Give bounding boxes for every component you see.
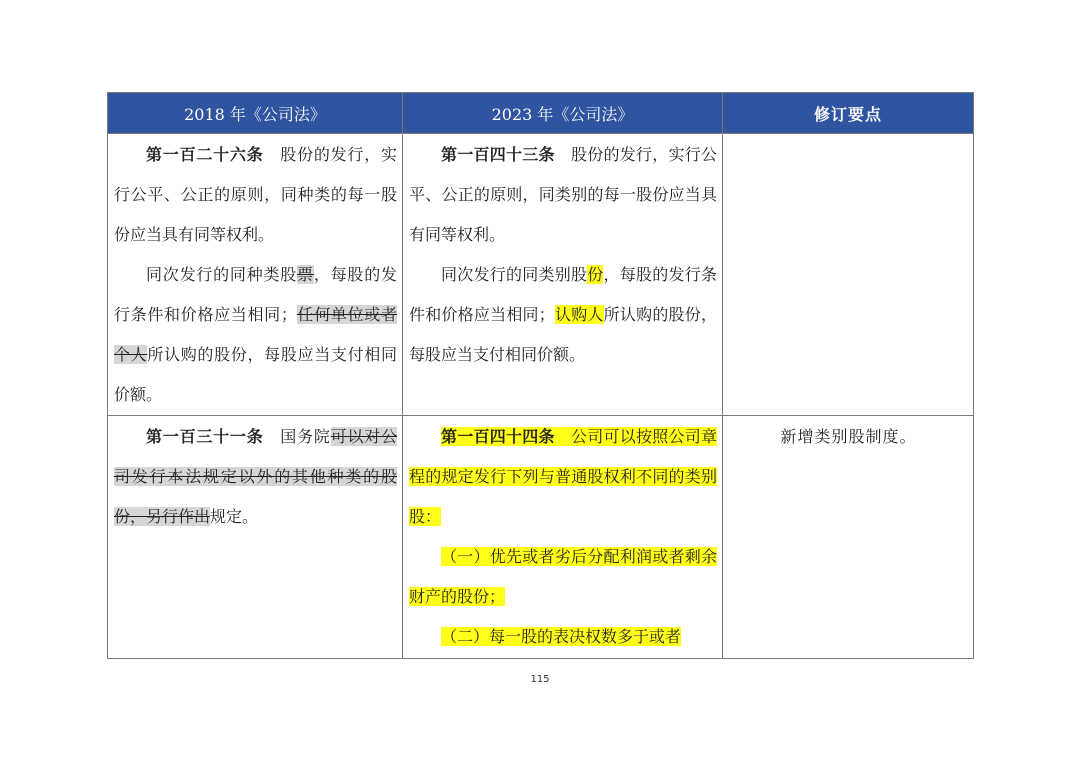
text-segment: 同次发行的同类别股	[441, 265, 588, 284]
article-text: 股份的发行，实行公平、公正的原则，同种类的每一股份应当具有同等权利。	[114, 145, 397, 244]
added-text: （一）优先或者劣后分配利润或者剩余财产的股份；	[409, 547, 717, 606]
paragraph	[409, 255, 717, 375]
header-2018: 2018 年《公司法》	[108, 93, 403, 134]
deleted-text: 票	[297, 265, 314, 284]
added-text: 份	[587, 265, 604, 284]
text-segment: 国务院	[280, 427, 331, 446]
added-text: 认购人	[554, 305, 604, 324]
article-text: 公司可以按照公司章程的规定发行下列与普通股权利不同的类别股：	[409, 427, 717, 526]
cell-2023-article-144	[403, 416, 723, 659]
paragraph	[114, 135, 397, 255]
header-2023: 2023 年《公司法》	[403, 93, 723, 134]
text-segment: 规定。	[210, 507, 259, 526]
cell-key-point: 新增类别股制度。	[723, 416, 974, 659]
header-row	[108, 93, 974, 134]
cell-key-point	[723, 134, 974, 416]
paragraph	[409, 617, 717, 657]
table-row	[108, 416, 974, 659]
article-number: 第一百四十四条	[441, 427, 555, 446]
text-segment: 所认购的股份，每股应当支付相同价额。	[409, 305, 717, 364]
paragraph	[409, 135, 717, 255]
header-key-points: 修订要点	[723, 93, 974, 134]
cell-2023-article-143	[403, 134, 723, 416]
text-segment: 同次发行的同种类股	[146, 265, 298, 284]
paragraph	[409, 537, 717, 617]
comparison-table	[107, 92, 974, 659]
deleted-text: 可以对公司发行本法规定以外的其他种类的股份，另行作出	[114, 427, 397, 526]
cell-2018-article-131	[108, 416, 403, 659]
paragraph	[409, 417, 717, 537]
article-number: 第一百三十一条	[146, 427, 264, 446]
article-number: 第一百二十六条	[146, 145, 264, 164]
cell-2018-article-126	[108, 134, 403, 416]
paragraph	[114, 417, 397, 537]
page-number: 115	[530, 674, 550, 685]
paragraph	[114, 255, 397, 415]
article-text: 股份的发行，实行公平、公正的原则，同类别的每一股份应当具有同等权利。	[409, 145, 717, 244]
deleted-text: 任何单位或者个人	[114, 305, 397, 364]
added-text: （二）每一股的表决权数多于或者	[441, 627, 682, 646]
text-segment: 所认购的股份，每股应当支付相同价额。	[114, 345, 397, 404]
added-text	[409, 427, 717, 526]
article-number: 第一百四十三条	[441, 145, 555, 164]
text-segment: ，每股的发行条件和价格应当相同；	[114, 265, 397, 324]
text-segment: ，每股的发行条件和价格应当相同；	[409, 265, 717, 324]
table-row	[108, 134, 974, 416]
